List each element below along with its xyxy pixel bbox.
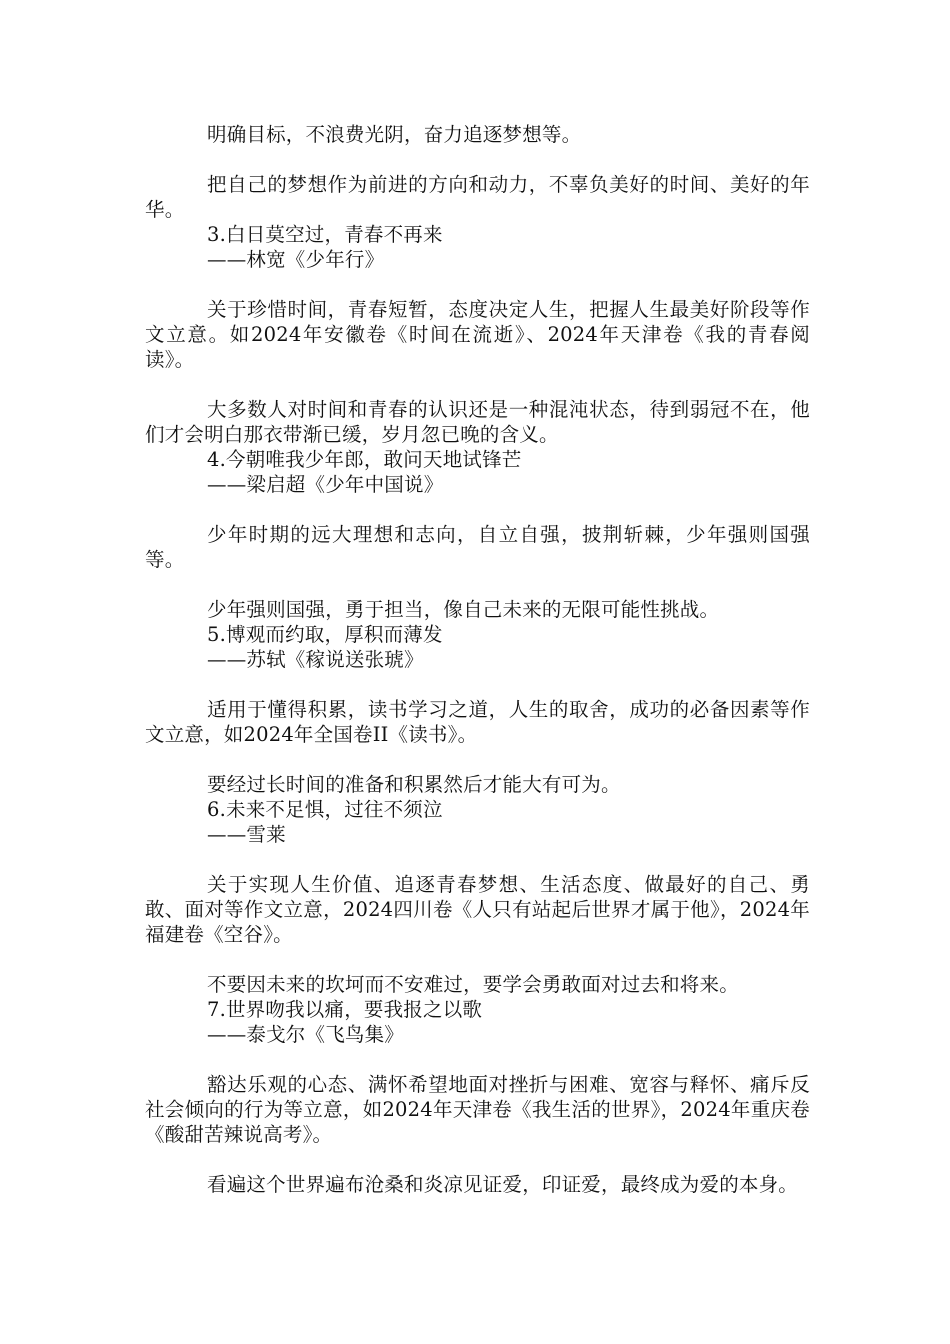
quote-line: 3.白日莫空过，青春不再来 (207, 223, 443, 246)
quote-line: 6.未来不足惧，过往不须泣 (207, 798, 443, 821)
quote-author: ——雪莱 (207, 823, 286, 846)
paragraph: 关于实现人生价值、追逐青春梦想、生活态度、做最好的自己、勇敢、面对等作文立意，2024四川卷《人只有站起后世界才属于他》，2024年福建卷《空谷》。 (145, 873, 810, 946)
paragraph: 适用于懂得积累，读书学习之道，人生的取舍，成功的必备因素等作文立意，如2024年全国卷II《读书》。 (145, 698, 810, 746)
paragraph-gap (145, 1147, 810, 1172)
paragraph-gap (145, 372, 810, 397)
paragraph-gap (145, 947, 810, 972)
paragraph-gap (145, 672, 810, 697)
paragraph-gap (145, 847, 810, 872)
paragraph: 少年时期的远大理想和志向，自立自强，披荆斩棘，少年强则国强等。 (145, 523, 810, 571)
paragraph: 大多数人对时间和青春的认识还是一种混沌状态，待到弱冠不在，他们才会明白那衣带渐已缓，岁月忽已晚的含义。 (145, 398, 810, 446)
paragraph: 明确目标，不浪费光阴，奋力追逐梦想等。 (207, 123, 582, 146)
document-page (145, 122, 810, 1197)
paragraph-gap (145, 572, 810, 597)
paragraph-gap (145, 497, 810, 522)
paragraph-gap (145, 272, 810, 297)
paragraph-gap (145, 747, 810, 772)
quote-author: ——梁启超《少年中国说》 (207, 473, 444, 496)
paragraph: 看遍这个世界遍布沧桑和炎凉见证爱，印证爱，最终成为爱的本身。 (207, 1173, 799, 1196)
quote-line: 4.今朝唯我少年郎，敢问天地试锋芒 (207, 448, 522, 471)
paragraph: 豁达乐观的心态、满怀希望地面对挫折与困难、宽容与释怀、痛斥反社会倾向的行为等立意，如2024年天津卷《我生活的世界》，2024年重庆卷《酸甜苦辣说高考》。 (145, 1073, 810, 1146)
quote-line: 7.世界吻我以痛，要我报之以歌 (207, 998, 483, 1021)
paragraph-gap (145, 147, 810, 172)
quote-author: ——苏轼《稼说送张琥》 (207, 648, 424, 671)
paragraph: 少年强则国强，勇于担当，像自己未来的无限可能性挑战。 (207, 598, 720, 621)
paragraph: 不要因未来的坎坷而不安难过，要学会勇敢面对过去和将来。 (207, 973, 739, 996)
paragraph: 关于珍惜时间，青春短暂，态度决定人生，把握人生最美好阶段等作文立意。如2024年安徽卷《时间在流逝》、2024年天津卷《我的青春阅读》。 (145, 298, 810, 371)
quote-line: 5.博观而约取，厚积而薄发 (207, 623, 443, 646)
paragraph-gap (145, 1047, 810, 1072)
quote-author: ——泰戈尔《飞鸟集》 (207, 1023, 405, 1046)
paragraph: 把自己的梦想作为前进的方向和动力，不辜负美好的时间、美好的年华。 (145, 173, 810, 221)
paragraph: 要经过长时间的准备和积累然后才能大有可为。 (207, 773, 621, 796)
quote-author: ——林宽《少年行》 (207, 248, 385, 271)
